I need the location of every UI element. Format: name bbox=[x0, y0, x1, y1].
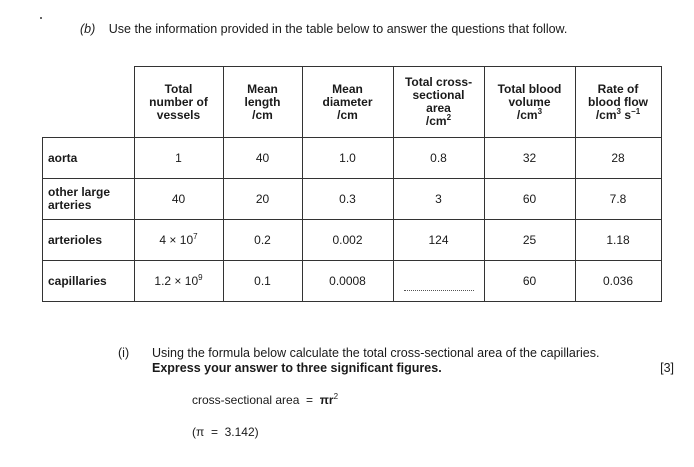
table-row-capillaries bbox=[43, 261, 662, 302]
question-part: (b) bbox=[80, 22, 96, 36]
table-corner-cell bbox=[43, 67, 135, 138]
table-row-other-large-arteries bbox=[43, 179, 662, 220]
table-cell: 60 bbox=[484, 261, 575, 302]
question-instruction: Use the information provided in the table below to answer the questions that follow. bbox=[108, 22, 568, 36]
subquestion-text: Using the formula below calculate the total cross-sectional area of the capillaries. bbox=[152, 346, 600, 360]
table-cell: 7.8 bbox=[575, 179, 661, 220]
table-cell: 0.2 bbox=[223, 220, 302, 261]
table-cell: 0.8 bbox=[393, 138, 484, 179]
table-header-row bbox=[43, 67, 662, 138]
answer-blank-line[interactable] bbox=[404, 290, 474, 291]
table-cell: 0.1 bbox=[223, 261, 302, 302]
blood-vessel-table bbox=[42, 66, 662, 302]
table-row-arterioles bbox=[43, 220, 662, 261]
answer-blank-cell[interactable] bbox=[393, 261, 484, 302]
area-formula bbox=[192, 393, 338, 407]
table-cell: $4 \times 10^7$ bbox=[134, 220, 223, 261]
table-cell: 1.0 bbox=[302, 138, 393, 179]
table-cell: 0.036 bbox=[575, 261, 661, 302]
header-mean-length: Mean length /cm bbox=[223, 67, 302, 138]
subquestion-instruction: Express your answer to three significant figures. bbox=[152, 361, 442, 375]
row-label: arterioles bbox=[43, 220, 135, 261]
formula-exponent: 2 bbox=[333, 392, 339, 401]
table-cell: 20 bbox=[223, 179, 302, 220]
scan-dot bbox=[40, 17, 42, 19]
table-cell: 1 bbox=[134, 138, 223, 179]
table-cell: 124 bbox=[393, 220, 484, 261]
header-total-vessels: Total number of vessels bbox=[134, 67, 223, 138]
row-label: capillaries bbox=[43, 261, 135, 302]
header-mean-diameter: Mean diameter /cm bbox=[302, 67, 393, 138]
table-cell: 32 bbox=[484, 138, 575, 179]
table-cell: 28 bbox=[575, 138, 661, 179]
table-cell: $1.2 \times 10^9$ bbox=[134, 261, 223, 302]
header-cross-sectional-area: Total cross- sectional area $/cm^2$ bbox=[393, 67, 484, 138]
table-cell: 60 bbox=[484, 179, 575, 220]
row-label: other large arteries bbox=[43, 179, 135, 220]
table-cell: 25 bbox=[484, 220, 575, 261]
formula-expression: πr bbox=[319, 393, 334, 407]
row-label: aorta bbox=[43, 138, 135, 179]
table-cell: 0.3 bbox=[302, 179, 393, 220]
header-rate-blood-flow: Rate of blood flow $/cm^3$ $s^{-1}$ bbox=[575, 67, 661, 138]
formula-text: cross-sectional area = bbox=[192, 393, 320, 407]
table-cell: 0.0008 bbox=[302, 261, 393, 302]
header-blood-volume: Total blood volume $/cm^3$ bbox=[484, 67, 575, 138]
table-row-aorta bbox=[43, 138, 662, 179]
subquestion-number: (i) bbox=[118, 346, 130, 360]
table-cell: 1.18 bbox=[575, 220, 661, 261]
table-cell: 3 bbox=[393, 179, 484, 220]
table-cell: 40 bbox=[223, 138, 302, 179]
question-heading bbox=[80, 22, 567, 36]
pi-value: (π = 3.142) bbox=[192, 425, 259, 439]
table-cell: 40 bbox=[134, 179, 223, 220]
marks-label: [3] bbox=[660, 361, 674, 375]
table-cell: 0.002 bbox=[302, 220, 393, 261]
